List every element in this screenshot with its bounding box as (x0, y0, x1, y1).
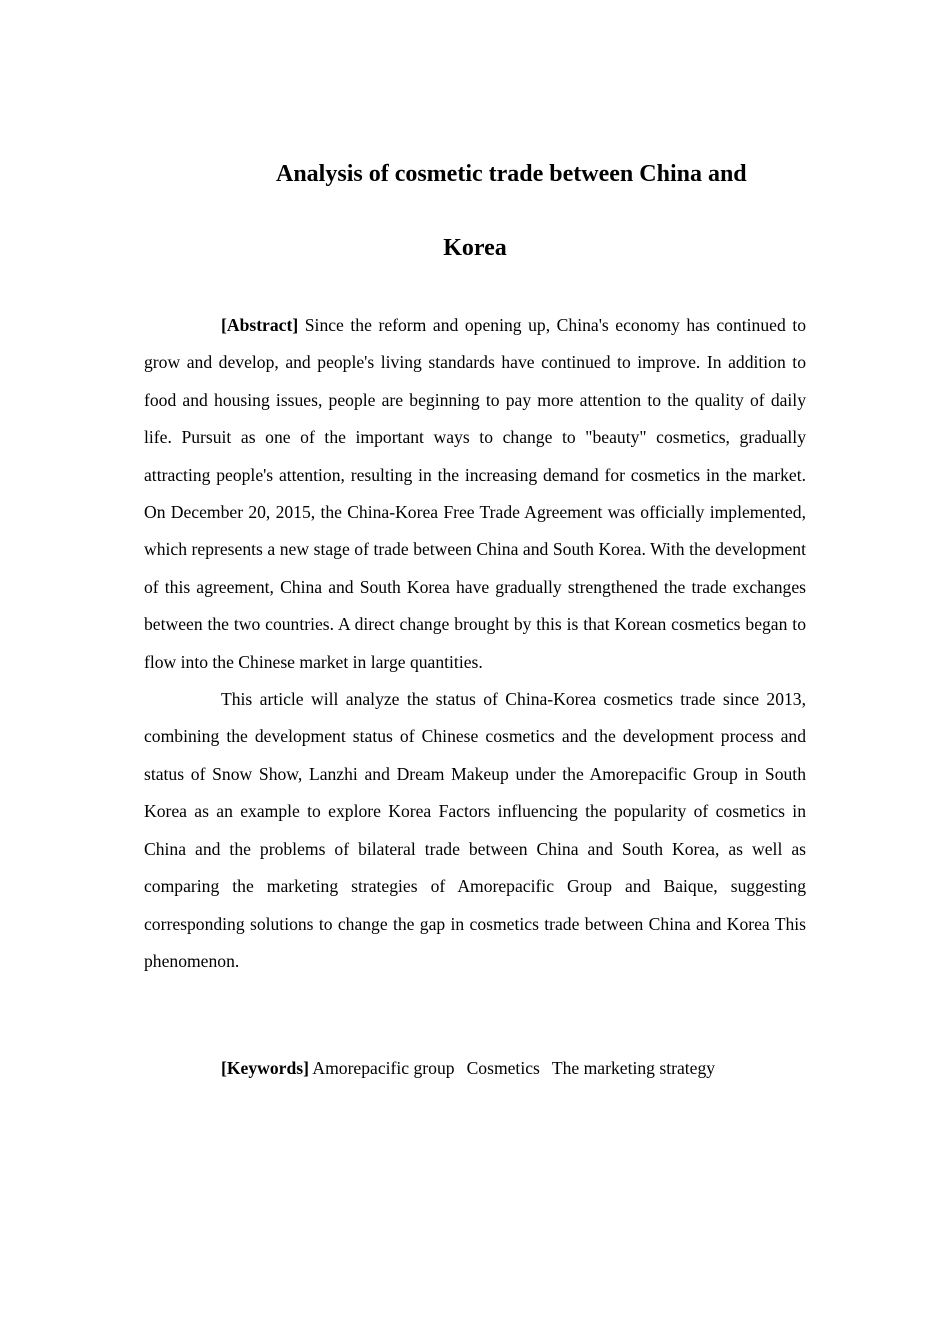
keyword-item: Amorepacific group (312, 1058, 455, 1078)
abstract-section (144, 307, 806, 980)
abstract-paragraph-1-text: Since the reform and opening up, China's economy has continued to grow and develop, and people's living standards have continued to improve. In addition to food and housing issues, people are beginning to pay more attention to the quality of daily life. Pursuit as one of the important ways to change to "beauty" cosmetics, gradually attracting people's attention, resulting in the increasing demand for cosmetics in the market. On December 20, 2015, the China-Korea Free Trade Agreement was officially implemented, which represents a new stage of trade between China and South Korea. With the development of this agreement, China and South Korea have gradually strengthened the trade exchanges between the two countries. A direct change brought by this is that Korean cosmetics began to flow into the Chinese market in large quantities. (144, 315, 807, 672)
keyword-item: The marketing strategy (551, 1058, 716, 1078)
keyword-item: Cosmetics (466, 1058, 540, 1078)
paper-title-line-1: Analysis of cosmetic trade between China and (276, 161, 747, 187)
abstract-paragraph-1 (144, 307, 806, 681)
abstract-paragraph-2: This article will analyze the status of China-Korea cosmetics trade since 2013, combining the development status of Chinese cosmetics and the development process and status of Snow Show, Lanzhi and Dream Makeup under the Amorepacific Group in South Korea as an example to explore Korea Factors influencing the popularity of cosmetics in China and the problems of bilateral trade between China and South Korea, as well as comparing the marketing strategies of Amorepacific Group and Baique, suggesting corresponding solutions to change the gap in cosmetics trade between China and Korea This phenomenon. (144, 689, 806, 971)
keywords-label: [Keywords] (221, 1058, 309, 1078)
paper-title-line-2: Korea (443, 235, 507, 261)
abstract-label: [Abstract] (221, 315, 299, 335)
keywords-line (221, 1050, 715, 1087)
